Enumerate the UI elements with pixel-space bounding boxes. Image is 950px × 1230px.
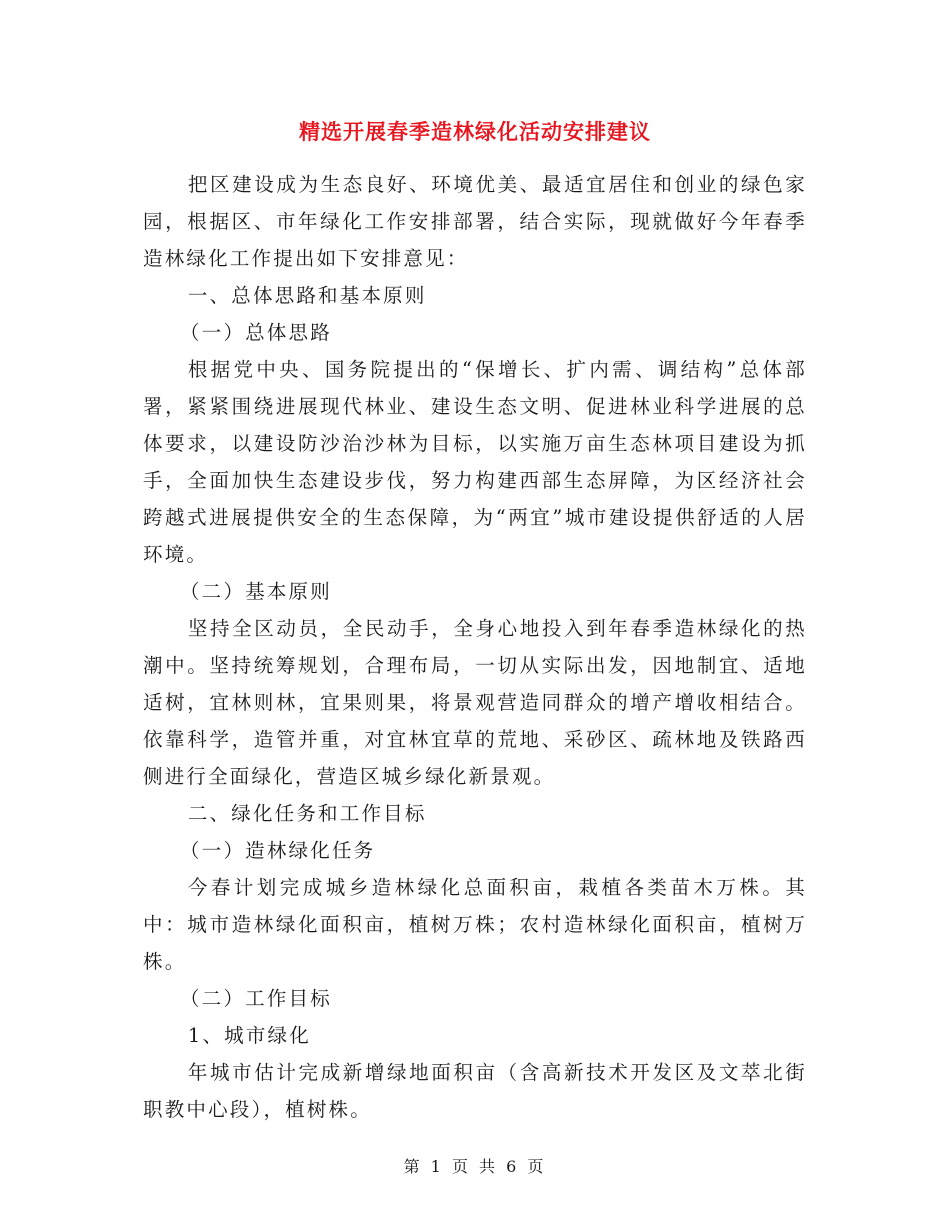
- document-body: [143, 166, 807, 1128]
- subsection-heading-1-1: （一）总体思路: [180, 321, 332, 344]
- subsection-heading-2-1: （一）造林绿化任务: [180, 839, 376, 862]
- document-title: 精选开展春季造林绿化活动安排建议: [299, 119, 651, 144]
- paragraph-basic-principles: 坚持全区动员，全民动手，全身心地投入到年春季造林绿化的热潮中。坚持统筹规划，合理布局，一切从实际出发，因地制宜、适地适树，宜林则林，宜果则果，将景观营造同群众的增产增收相结合。依靠科学，造管并重，对宜林宜草的荒地、采砂区、疏林地及铁路西侧进行全面绿化，营造区城乡绿化新景观。: [143, 617, 807, 788]
- subsection-heading-1-2: （二）基本原则: [180, 580, 332, 603]
- paragraph-city-greening: 年城市估计完成新增绿地面积亩（含高新技术开发区及文萃北街职教中心段），植树株。: [143, 1061, 807, 1121]
- section-heading-2: 二、绿化任务和工作目标: [187, 802, 427, 825]
- page-number: 第 1 页 共 6 页: [403, 1157, 547, 1176]
- paragraph-intro: 把区建设成为生态良好、环境优美、最适宜居住和创业的绿色家园，根据区、市年绿化工作安排部署，结合实际，现就做好今年春季造林绿化工作提出如下安排意见：: [143, 173, 807, 270]
- subsection-heading-2-2: （二）工作目标: [180, 987, 332, 1010]
- paragraph-overall-approach: 根据党中央、国务院提出的“保增长、扩内需、调结构”总体部署，紧紧围绕进展现代林业、建设生态文明、促进林业科学进展的总体要求，以建设防沙治沙林为目标，以实施万亩生态林项目建设为抓手，全面加快生态建设步伐，努力构建西部生态屏障，为区经济社会跨越式进展提供安全的生态保障，为“两宜”城市建设提供舒适的人居环境。: [143, 358, 807, 566]
- paragraph-greening-tasks: 今春计划完成城乡造林绿化总面积亩，栽植各类苗木万株。其中：城市造林绿化面积亩，植树万株；农村造林绿化面积亩，植树万株。: [143, 876, 807, 973]
- item-heading-city-greening: 1、城市绿化: [187, 1024, 311, 1047]
- section-heading-1: 一、总体思路和基本原则: [187, 284, 427, 307]
